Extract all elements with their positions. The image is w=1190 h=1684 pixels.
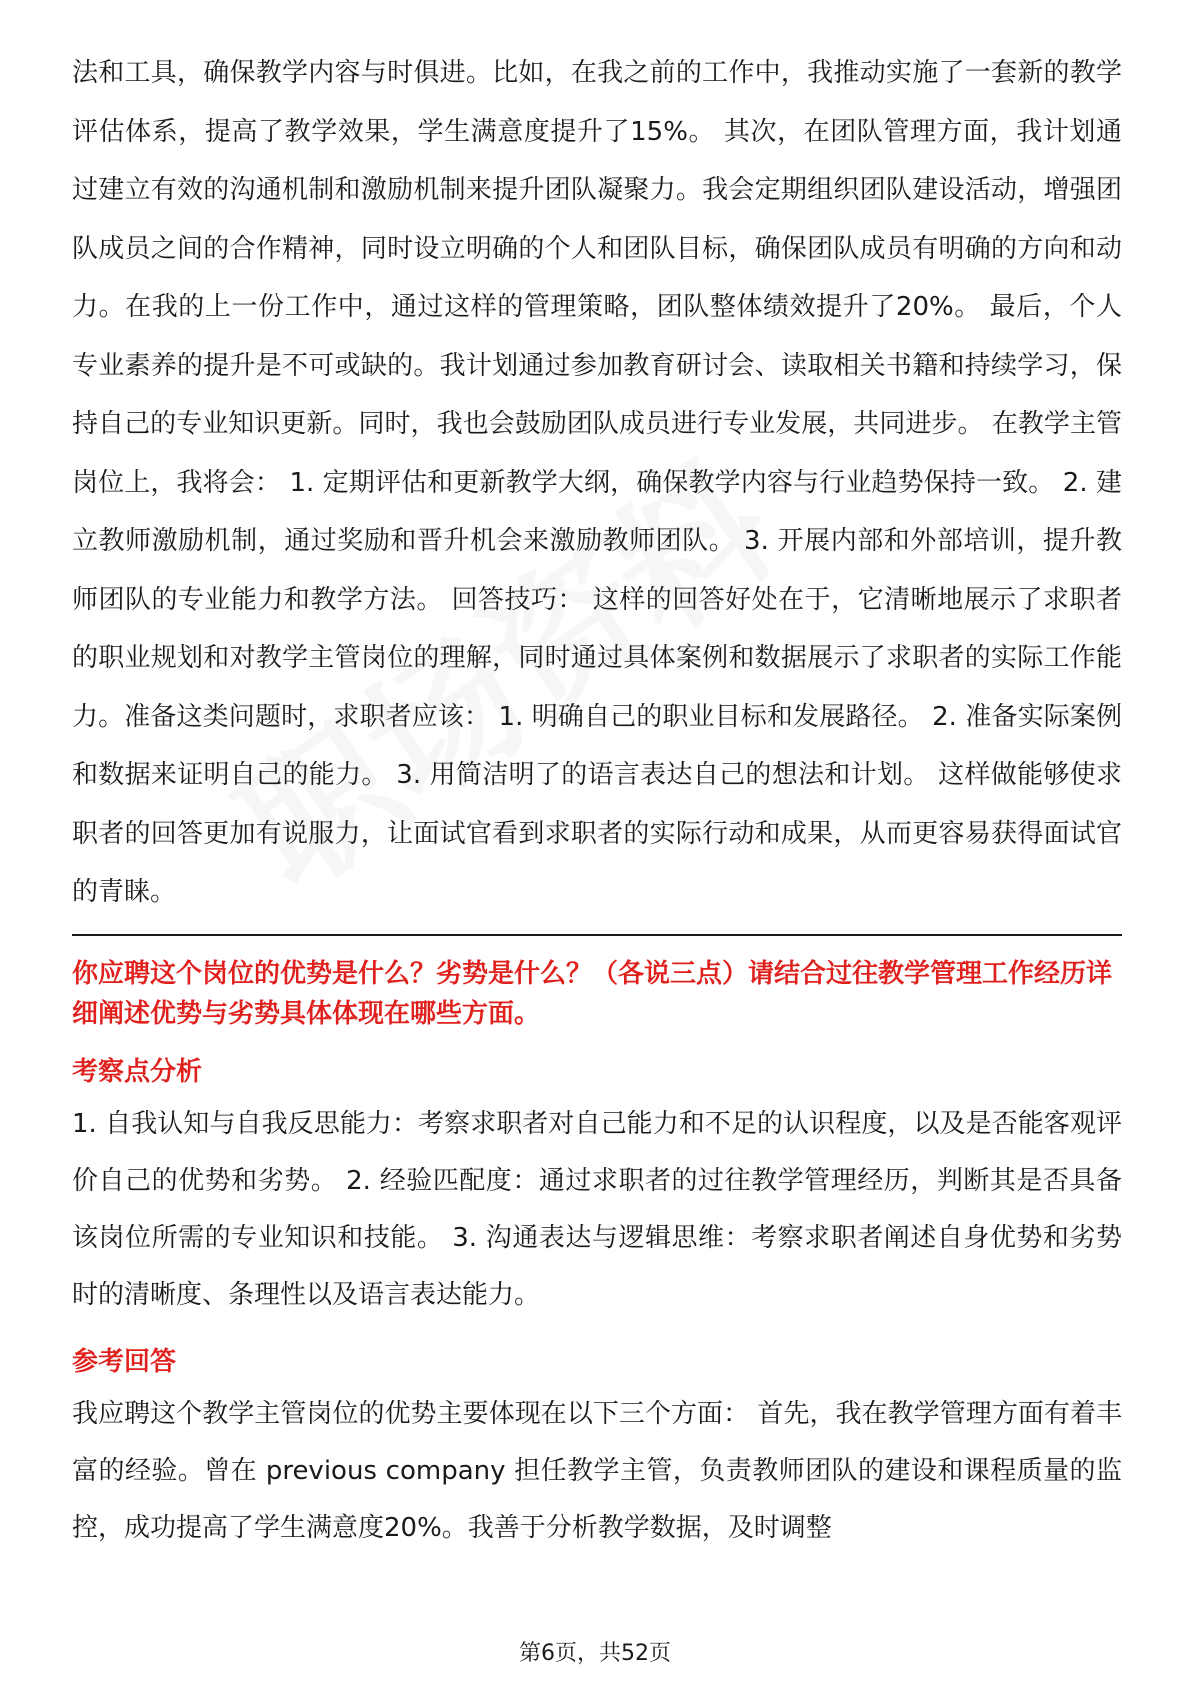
page-content [72,44,1122,1557]
analysis-heading: 考察点分析 [72,1056,203,1087]
reference-answer-text: 我应聘这个教学主管岗位的优势主要体现在以下三个方面： 首先，我在教学管理方面有着丰富的经验。曾在 previous company 担任教学主管，负责教师团队的建设和课程质量的监控，成功提高了学生满意度20%。我善于分析教学数据，及时调整 [72,1398,1122,1543]
reference-heading: 参考回答 [72,1346,177,1377]
continuation-paragraph: 法和工具，确保教学内容与时俱进。比如，在我之前的工作中，我推动实施了一套新的教学评估体系，提高了教学效果，学生满意度提升了15%。 其次，在团队管理方面，我计划通过建立有效的沟通机制和激励机制来提升团队凝聚力。我会定期组织团队建设活动，增强团队成员之间的合作精神，同时设立明确的个人和团队目标，确保团队成员有明确的方向和动力。在我的上一份工作中，通过这样的管理策略，团队整体绩效提升了20%。 最后，个人专业素养的提升是不可或缺的。我计划通过参加教育研讨会、读取相关书籍和持续学习，保持自己的专业知识更新。同时，我也会鼓励团队成员进行专业发展，共同进步。 在教学主管岗位上，我将会： 1. 定期评估和更新教学大纲，确保教学内容与行业趋势保持一致。 2. 建立教师激励机制，通过奖励和晋升机会来激励教师团队。 3. 开展内部和外部培训，提升教师团队的专业能力和教学方法。 回答技巧： 这样的回答好处在于，它清晰地展示了求职者的职业规划和对教学主管岗位的理解，同时通过具体案例和数据展示了求职者的实际工作能力。准备这类问题时，求职者应该： 1. 明确自己的职业目标和发展路径。 2. 准备实际案例和数据来证明自己的能力。 3. 用简洁明了的语言表达自己的想法和计划。 这样做能够使求职者的回答更加有说服力，让面试官看到求职者的实际行动和成果，从而更容易获得面试官的青睐。 [72,58,1122,907]
page-footer: 第6页，共52页 [519,1641,671,1666]
analysis-text: 1. 自我认知与自我反思能力：考察求职者对自己能力和不足的认识程度，以及是否能客观评价自己的优势和劣势。 2. 经验匹配度：通过求职者的过往教学管理经历，判断其是否具备该岗位所需的专业知识和技能。 3. 沟通表达与逻辑思维：考察求职者阐述自身优势和劣势时的清晰度、条理性以及语言表达能力。 [72,1108,1122,1310]
section-divider [72,934,1122,936]
interview-question: 你应聘这个岗位的优势是什么？劣势是什么？（各说三点）请结合过往教学管理工作经历详细阐述优势与劣势具体体现在哪些方面。 [72,958,1113,1029]
